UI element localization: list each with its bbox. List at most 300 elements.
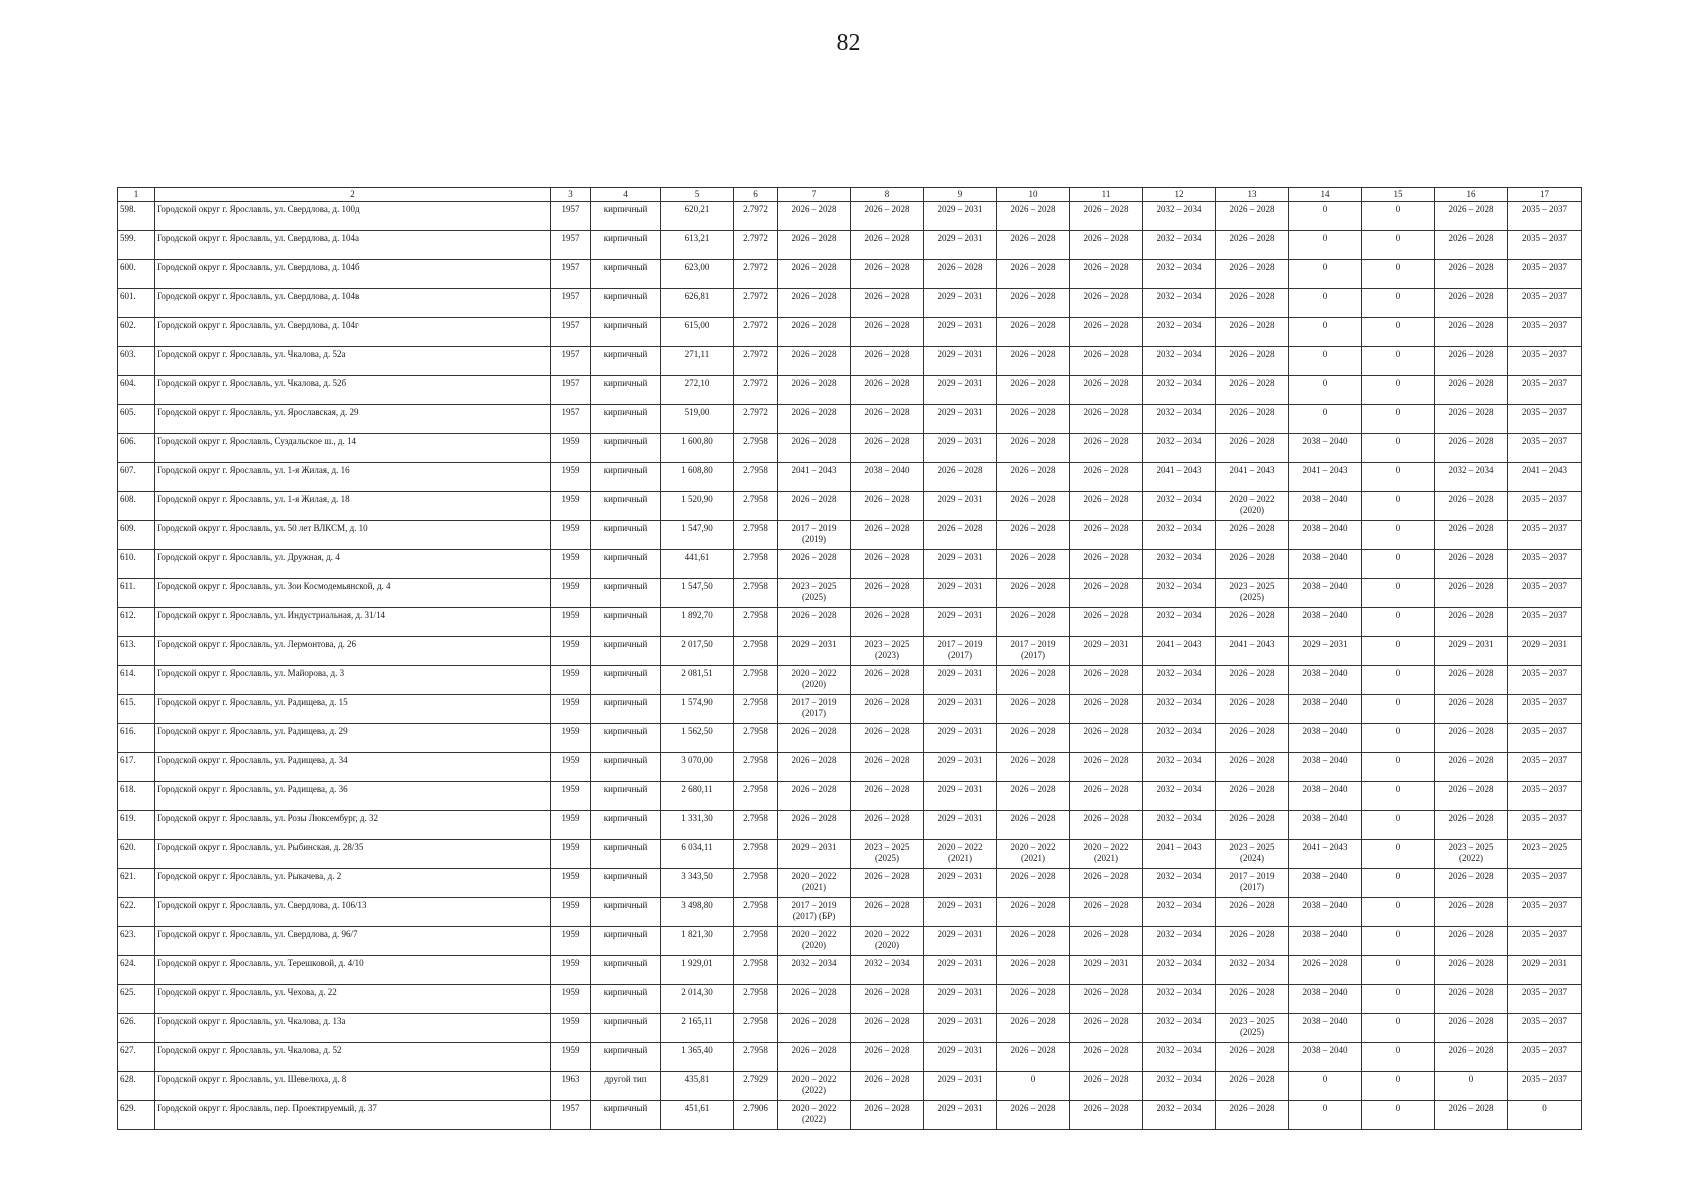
- table-cell: 0: [1362, 318, 1435, 347]
- table-cell: кирпичный: [591, 376, 661, 405]
- column-header: 16: [1435, 188, 1508, 202]
- table-cell: Городской округ г. Ярославль, ул. Майорова, д. 3: [155, 666, 551, 695]
- table-cell: 0: [1362, 811, 1435, 840]
- table-cell: кирпичный: [591, 202, 661, 231]
- table-cell: кирпичный: [591, 434, 661, 463]
- table-cell: 614.: [118, 666, 155, 695]
- table-cell: 2.7972: [734, 231, 778, 260]
- table-cell: 2032 – 2034: [1143, 956, 1216, 985]
- table-cell: 2032 – 2034: [1435, 463, 1508, 492]
- column-header: 13: [1216, 188, 1289, 202]
- table-cell: 0: [1362, 695, 1435, 724]
- table-cell: 2020 – 2022 (2021): [997, 840, 1070, 869]
- table-cell: кирпичный: [591, 811, 661, 840]
- table-cell: 1959: [551, 1014, 591, 1043]
- table-cell: 2026 – 2028: [778, 202, 851, 231]
- table-cell: 2026 – 2028: [1216, 985, 1289, 1014]
- table-cell: 2026 – 2028: [778, 608, 851, 637]
- table-cell: 0: [1289, 202, 1362, 231]
- table-cell: Городской округ г. Ярославль, ул. Чкалова, д. 52: [155, 1043, 551, 1072]
- table-cell: 2035 – 2037: [1508, 318, 1582, 347]
- table-cell: 2029 – 2031: [924, 869, 997, 898]
- table-row: [118, 608, 1582, 637]
- table-cell: 2032 – 2034: [1143, 898, 1216, 927]
- table-cell: 613,21: [661, 231, 734, 260]
- table-cell: 1 574,90: [661, 695, 734, 724]
- table-cell: 2026 – 2028: [997, 811, 1070, 840]
- table-cell: 2026 – 2028: [851, 289, 924, 318]
- table-cell: кирпичный: [591, 231, 661, 260]
- table-cell: 2026 – 2028: [851, 405, 924, 434]
- table-cell: 2026 – 2028: [778, 724, 851, 753]
- table-cell: 600.: [118, 260, 155, 289]
- table-cell: 2035 – 2037: [1508, 608, 1582, 637]
- table-cell: 619.: [118, 811, 155, 840]
- table-cell: 2032 – 2034: [1143, 782, 1216, 811]
- table-cell: 2026 – 2028: [997, 434, 1070, 463]
- table-cell: 2023 – 2025 (2025): [778, 579, 851, 608]
- table-cell: 2032 – 2034: [1143, 521, 1216, 550]
- table-cell: 2035 – 2037: [1508, 782, 1582, 811]
- table-row: [118, 985, 1582, 1014]
- table-cell: 2026 – 2028: [1435, 1014, 1508, 1043]
- table-cell: 2026 – 2028: [778, 492, 851, 521]
- table-cell: 2026 – 2028: [1070, 289, 1143, 318]
- table-cell: 0: [1362, 492, 1435, 521]
- table-cell: 2.7958: [734, 840, 778, 869]
- table-cell: 1959: [551, 869, 591, 898]
- table-cell: 2026 – 2028: [997, 666, 1070, 695]
- table-cell: 2023 – 2025 (2025): [851, 840, 924, 869]
- table-row: [118, 434, 1582, 463]
- table-cell: 2035 – 2037: [1508, 869, 1582, 898]
- column-header: 12: [1143, 188, 1216, 202]
- table-cell: 2 014,30: [661, 985, 734, 1014]
- table-cell: кирпичный: [591, 753, 661, 782]
- table-cell: 2026 – 2028: [1216, 347, 1289, 376]
- table-cell: 2026 – 2028: [1070, 1014, 1143, 1043]
- table-cell: 2029 – 2031: [924, 231, 997, 260]
- table-cell: 2035 – 2037: [1508, 347, 1582, 376]
- table-row: [118, 782, 1582, 811]
- table-cell: 2026 – 2028: [1435, 927, 1508, 956]
- table-cell: Городской округ г. Ярославль, ул. Радищева, д. 15: [155, 695, 551, 724]
- table-cell: 2026 – 2028: [1216, 521, 1289, 550]
- table-cell: 2026 – 2028: [1216, 1101, 1289, 1130]
- table-cell: 2023 – 2025 (2025): [1216, 1014, 1289, 1043]
- table-cell: 2026 – 2028: [924, 521, 997, 550]
- table-cell: 2026 – 2028: [1435, 231, 1508, 260]
- table-cell: Городской округ г. Ярославль, ул. Свердлова, д. 96/7: [155, 927, 551, 956]
- table-cell: 608.: [118, 492, 155, 521]
- table-cell: 2026 – 2028: [851, 724, 924, 753]
- table-cell: 1 892,70: [661, 608, 734, 637]
- table-cell: 2017 – 2019 (2017) (БР): [778, 898, 851, 927]
- table-cell: 2029 – 2031: [924, 753, 997, 782]
- column-header: 5: [661, 188, 734, 202]
- table-row: [118, 927, 1582, 956]
- table-cell: 2032 – 2034: [1143, 985, 1216, 1014]
- table-cell: 1959: [551, 927, 591, 956]
- table-cell: 2026 – 2028: [1070, 869, 1143, 898]
- table-cell: 6 034,11: [661, 840, 734, 869]
- table-cell: Городской округ г. Ярославль, ул. Индустриальная, д. 31/14: [155, 608, 551, 637]
- table-cell: 0: [1289, 260, 1362, 289]
- table-cell: 2026 – 2028: [1070, 521, 1143, 550]
- table-cell: 2026 – 2028: [851, 202, 924, 231]
- table-cell: 2026 – 2028: [1435, 811, 1508, 840]
- table-cell: 2029 – 2031: [1508, 956, 1582, 985]
- table-cell: 2032 – 2034: [1143, 811, 1216, 840]
- table-cell: 2032 – 2034: [1143, 318, 1216, 347]
- table-cell: 2029 – 2031: [924, 1101, 997, 1130]
- table-cell: 2026 – 2028: [1216, 260, 1289, 289]
- table-cell: 1959: [551, 840, 591, 869]
- table-cell: 2020 – 2022 (2021): [778, 869, 851, 898]
- table-cell: 2.7958: [734, 753, 778, 782]
- table-cell: 2026 – 2028: [997, 985, 1070, 1014]
- table-cell: 2026 – 2028: [1216, 376, 1289, 405]
- table-cell: 2026 – 2028: [1435, 753, 1508, 782]
- table-cell: 2026 – 2028: [1435, 318, 1508, 347]
- table-cell: 2032 – 2034: [1143, 550, 1216, 579]
- table-cell: 1959: [551, 724, 591, 753]
- table-cell: кирпичный: [591, 1014, 661, 1043]
- table-cell: 628.: [118, 1072, 155, 1101]
- table-cell: Городской округ г. Ярославль, ул. Ярославская, д. 29: [155, 405, 551, 434]
- table-cell: 2026 – 2028: [1435, 405, 1508, 434]
- table-cell: 1963: [551, 1072, 591, 1101]
- table-row: [118, 260, 1582, 289]
- table-cell: 0: [1362, 260, 1435, 289]
- table-cell: Городской округ г. Ярославль, ул. Свердлова, д. 100д: [155, 202, 551, 231]
- table-cell: 2026 – 2028: [1435, 376, 1508, 405]
- table-cell: 2026 – 2028: [1070, 347, 1143, 376]
- table-cell: 2026 – 2028: [1070, 550, 1143, 579]
- table-cell: 0: [1362, 724, 1435, 753]
- page-number: 82: [836, 30, 861, 56]
- table-cell: 2026 – 2028: [1070, 579, 1143, 608]
- table-cell: 2026 – 2028: [997, 463, 1070, 492]
- table-cell: 2017 – 2019 (2017): [997, 637, 1070, 666]
- table-cell: 2035 – 2037: [1508, 231, 1582, 260]
- table-cell: 2026 – 2028: [851, 318, 924, 347]
- table-cell: 1 547,50: [661, 579, 734, 608]
- table-cell: 2.7958: [734, 666, 778, 695]
- table-cell: 2032 – 2034: [1143, 1101, 1216, 1130]
- table-cell: 0: [1289, 1101, 1362, 1130]
- table-cell: 2023 – 2025 (2023): [851, 637, 924, 666]
- table-cell: 2026 – 2028: [778, 1014, 851, 1043]
- table-cell: 2.7958: [734, 492, 778, 521]
- table-cell: 441,61: [661, 550, 734, 579]
- table-cell: 1 520,90: [661, 492, 734, 521]
- table-cell: 2026 – 2028: [1435, 1101, 1508, 1130]
- table-cell: 2026 – 2028: [1435, 666, 1508, 695]
- table-row: [118, 1014, 1582, 1043]
- table-cell: 1959: [551, 753, 591, 782]
- table-cell: 1959: [551, 492, 591, 521]
- table-cell: 2026 – 2028: [1070, 1101, 1143, 1130]
- table-cell: 2038 – 2040: [1289, 927, 1362, 956]
- table-cell: 2020 – 2022 (2022): [778, 1101, 851, 1130]
- table-cell: 607.: [118, 463, 155, 492]
- table-cell: 2041 – 2043: [1216, 637, 1289, 666]
- table-cell: 603.: [118, 347, 155, 376]
- table-cell: 2026 – 2028: [997, 1101, 1070, 1130]
- table-cell: 2026 – 2028: [1070, 405, 1143, 434]
- table-cell: 2038 – 2040: [1289, 695, 1362, 724]
- table-cell: 2038 – 2040: [1289, 724, 1362, 753]
- table-row: [118, 869, 1582, 898]
- table-cell: 610.: [118, 550, 155, 579]
- table-cell: 0: [1362, 666, 1435, 695]
- table-cell: Городской округ г. Ярославль, ул. Чкалова, д. 52б: [155, 376, 551, 405]
- table-cell: 2029 – 2031: [924, 550, 997, 579]
- table-row: [118, 231, 1582, 260]
- table-cell: 2026 – 2028: [851, 1043, 924, 1072]
- table-cell: 2026 – 2028: [1216, 202, 1289, 231]
- table-cell: 2032 – 2034: [1143, 666, 1216, 695]
- table-cell: 2.7958: [734, 782, 778, 811]
- table-cell: 1957: [551, 231, 591, 260]
- table-cell: Городской округ г. Ярославль, ул. Радищева, д. 29: [155, 724, 551, 753]
- table-cell: 2026 – 2028: [997, 579, 1070, 608]
- table-cell: кирпичный: [591, 550, 661, 579]
- table-cell: 2026 – 2028: [1435, 695, 1508, 724]
- table-row: [118, 840, 1582, 869]
- table-cell: 2.7958: [734, 811, 778, 840]
- table-cell: 2035 – 2037: [1508, 811, 1582, 840]
- table-cell: 2035 – 2037: [1508, 492, 1582, 521]
- table-cell: 2035 – 2037: [1508, 985, 1582, 1014]
- table-cell: 0: [1362, 202, 1435, 231]
- table-cell: 2026 – 2028: [997, 550, 1070, 579]
- table-row: [118, 521, 1582, 550]
- table-cell: 627.: [118, 1043, 155, 1072]
- table-cell: 2032 – 2034: [1143, 231, 1216, 260]
- column-header: 6: [734, 188, 778, 202]
- table-cell: 2.7972: [734, 405, 778, 434]
- table-cell: 626.: [118, 1014, 155, 1043]
- table-cell: Городской округ г. Ярославль, ул. 50 лет ВЛКСМ, д. 10: [155, 521, 551, 550]
- table-cell: 1959: [551, 956, 591, 985]
- table-cell: 2.7972: [734, 202, 778, 231]
- column-header: 2: [155, 188, 551, 202]
- table-cell: 2035 – 2037: [1508, 753, 1582, 782]
- table-cell: 2020 – 2022 (2020): [778, 927, 851, 956]
- table-cell: 615,00: [661, 318, 734, 347]
- table-cell: 2026 – 2028: [1070, 231, 1143, 260]
- table-cell: 2029 – 2031: [924, 1043, 997, 1072]
- table-cell: 2026 – 2028: [851, 492, 924, 521]
- table-cell: 2026 – 2028: [997, 898, 1070, 927]
- table-cell: 2029 – 2031: [924, 898, 997, 927]
- table-cell: 2038 – 2040: [1289, 869, 1362, 898]
- table-cell: 2026 – 2028: [1070, 608, 1143, 637]
- table-cell: 2023 – 2025: [1508, 840, 1582, 869]
- table-cell: 2020 – 2022 (2022): [778, 1072, 851, 1101]
- table-cell: 2026 – 2028: [851, 898, 924, 927]
- table-cell: кирпичный: [591, 927, 661, 956]
- table-cell: 1959: [551, 637, 591, 666]
- table-cell: 2026 – 2028: [997, 318, 1070, 347]
- table-cell: 2020 – 2022 (2020): [778, 666, 851, 695]
- table-cell: кирпичный: [591, 695, 661, 724]
- table-cell: 2029 – 2031: [1508, 637, 1582, 666]
- table-cell: 2026 – 2028: [1070, 695, 1143, 724]
- table-cell: 2035 – 2037: [1508, 1014, 1582, 1043]
- table-cell: 2035 – 2037: [1508, 1043, 1582, 1072]
- table-cell: 2026 – 2028: [778, 434, 851, 463]
- table-cell: 2035 – 2037: [1508, 579, 1582, 608]
- table-cell: 2026 – 2028: [1070, 376, 1143, 405]
- table-cell: 2026 – 2028: [997, 521, 1070, 550]
- table-cell: 2026 – 2028: [1216, 753, 1289, 782]
- table-cell: 2038 – 2040: [1289, 985, 1362, 1014]
- table-cell: 2026 – 2028: [1070, 811, 1143, 840]
- table-cell: 2041 – 2043: [1143, 840, 1216, 869]
- table-cell: 2 165,11: [661, 1014, 734, 1043]
- table-cell: 2023 – 2025 (2025): [1216, 579, 1289, 608]
- table-cell: 2026 – 2028: [1435, 869, 1508, 898]
- table-cell: 2020 – 2022 (2020): [1216, 492, 1289, 521]
- table-cell: 2026 – 2028: [1216, 811, 1289, 840]
- table-cell: 2032 – 2034: [1143, 347, 1216, 376]
- table-cell: 2026 – 2028: [997, 260, 1070, 289]
- table-cell: 2032 – 2034: [1143, 579, 1216, 608]
- table-cell: 2026 – 2028: [851, 608, 924, 637]
- table-cell: 2026 – 2028: [851, 1014, 924, 1043]
- table-cell: 2032 – 2034: [1143, 289, 1216, 318]
- table-cell: Городской округ г. Ярославль, ул. 1-я Жилая, д. 16: [155, 463, 551, 492]
- table-cell: 2.7958: [734, 637, 778, 666]
- table-cell: 0: [1362, 347, 1435, 376]
- table-cell: 2038 – 2040: [851, 463, 924, 492]
- table-cell: кирпичный: [591, 1101, 661, 1130]
- table-cell: 2026 – 2028: [1289, 956, 1362, 985]
- table-cell: кирпичный: [591, 318, 661, 347]
- table-cell: 2 017,50: [661, 637, 734, 666]
- table-row: [118, 695, 1582, 724]
- table-cell: 2032 – 2034: [1143, 202, 1216, 231]
- table-cell: 2029 – 2031: [924, 782, 997, 811]
- table-cell: 2.7958: [734, 434, 778, 463]
- table-cell: 3 498,80: [661, 898, 734, 927]
- table-cell: 2.7958: [734, 1043, 778, 1072]
- table-cell: 2026 – 2028: [1070, 492, 1143, 521]
- table-cell: 2035 – 2037: [1508, 550, 1582, 579]
- table-cell: кирпичный: [591, 405, 661, 434]
- table-cell: 2026 – 2028: [851, 985, 924, 1014]
- table-cell: 2029 – 2031: [778, 840, 851, 869]
- table-cell: 3 070,00: [661, 753, 734, 782]
- column-header: 3: [551, 188, 591, 202]
- table-cell: 2026 – 2028: [924, 260, 997, 289]
- table-cell: 2026 – 2028: [1070, 927, 1143, 956]
- table-cell: 2.7906: [734, 1101, 778, 1130]
- table-cell: 0: [1362, 1101, 1435, 1130]
- table-cell: 2026 – 2028: [1435, 289, 1508, 318]
- table-cell: 2026 – 2028: [1435, 550, 1508, 579]
- column-header: 10: [997, 188, 1070, 202]
- table-cell: Городской округ г. Ярославль, ул. Радищева, д. 36: [155, 782, 551, 811]
- table-cell: 2026 – 2028: [1435, 521, 1508, 550]
- table-cell: 620,21: [661, 202, 734, 231]
- table-cell: 625.: [118, 985, 155, 1014]
- table-cell: 2038 – 2040: [1289, 1014, 1362, 1043]
- table-cell: 624.: [118, 956, 155, 985]
- table-cell: 2.7958: [734, 521, 778, 550]
- table-cell: 2029 – 2031: [924, 1014, 997, 1043]
- table-cell: 2026 – 2028: [997, 405, 1070, 434]
- table-cell: 2029 – 2031: [924, 811, 997, 840]
- table-cell: 2029 – 2031: [924, 985, 997, 1014]
- table-cell: 2 081,51: [661, 666, 734, 695]
- table-cell: 2029 – 2031: [924, 695, 997, 724]
- table-cell: 0: [1362, 840, 1435, 869]
- table-cell: кирпичный: [591, 1043, 661, 1072]
- table-cell: 2026 – 2028: [1435, 724, 1508, 753]
- table-cell: 0: [1508, 1101, 1582, 1130]
- table-cell: 2026 – 2028: [851, 869, 924, 898]
- table-cell: 2026 – 2028: [1216, 666, 1289, 695]
- table-cell: 2026 – 2028: [1070, 318, 1143, 347]
- table-cell: 2029 – 2031: [924, 376, 997, 405]
- table-cell: 2035 – 2037: [1508, 927, 1582, 956]
- table-cell: Городской округ г. Ярославль, ул. Розы Люксембург, д. 32: [155, 811, 551, 840]
- table-cell: 2026 – 2028: [1216, 405, 1289, 434]
- table-row: [118, 376, 1582, 405]
- table-cell: 2041 – 2043: [1143, 637, 1216, 666]
- table-cell: 0: [1362, 376, 1435, 405]
- table-cell: 2035 – 2037: [1508, 695, 1582, 724]
- table-cell: 2.7972: [734, 376, 778, 405]
- table-cell: 2029 – 2031: [924, 724, 997, 753]
- table-cell: Городской округ г. Ярославль, ул. Свердлова, д. 104г: [155, 318, 551, 347]
- table-cell: 2032 – 2034: [1143, 869, 1216, 898]
- column-header: 14: [1289, 188, 1362, 202]
- table-cell: 2035 – 2037: [1508, 405, 1582, 434]
- table-cell: Городской округ г. Ярославль, ул. Чкалова, д. 52а: [155, 347, 551, 376]
- table-cell: 2.7958: [734, 985, 778, 1014]
- table-cell: 2026 – 2028: [997, 608, 1070, 637]
- table-cell: кирпичный: [591, 985, 661, 1014]
- table-cell: 2026 – 2028: [851, 260, 924, 289]
- table-cell: 1 608,80: [661, 463, 734, 492]
- table-cell: 1 547,90: [661, 521, 734, 550]
- table-cell: Городской округ г. Ярославль, ул. Дружная, д. 4: [155, 550, 551, 579]
- table-cell: 1959: [551, 811, 591, 840]
- table-cell: 2026 – 2028: [997, 956, 1070, 985]
- table-row: [118, 811, 1582, 840]
- table-cell: 2035 – 2037: [1508, 724, 1582, 753]
- table-cell: 0: [1362, 550, 1435, 579]
- table-cell: 2026 – 2028: [851, 811, 924, 840]
- table-cell: 598.: [118, 202, 155, 231]
- table-cell: 2.7958: [734, 724, 778, 753]
- table-cell: 0: [1362, 463, 1435, 492]
- table-cell: 2026 – 2028: [1216, 1043, 1289, 1072]
- table-cell: 2026 – 2028: [778, 811, 851, 840]
- table-cell: 611.: [118, 579, 155, 608]
- table-cell: 1957: [551, 318, 591, 347]
- table-cell: 2026 – 2028: [997, 1014, 1070, 1043]
- table-cell: 0: [1362, 753, 1435, 782]
- table-cell: 0: [1289, 318, 1362, 347]
- table-cell: 0: [1362, 405, 1435, 434]
- table-cell: Городской округ г. Ярославль, ул. Зои Космодемьянской, д. 4: [155, 579, 551, 608]
